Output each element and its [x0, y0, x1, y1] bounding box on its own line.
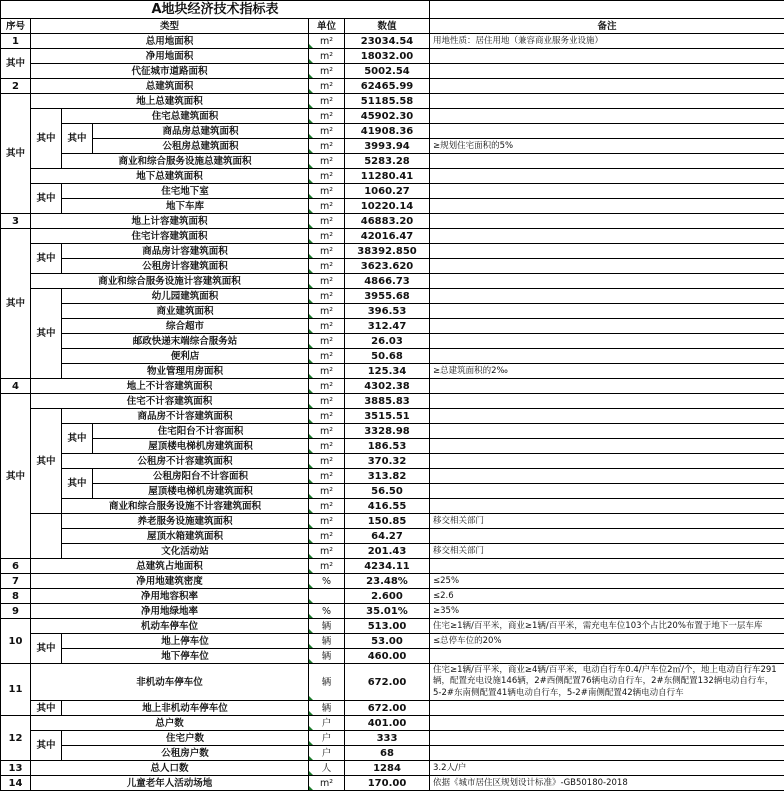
table-row — [1, 49, 784, 64]
row-name: 非机动车停车位 — [31, 664, 309, 701]
table-row — [1, 454, 784, 469]
table-row — [1, 349, 784, 364]
row-unit: m² — [309, 64, 345, 79]
row-note — [430, 124, 784, 139]
row-number: 7 — [1, 574, 31, 589]
table-row — [1, 604, 784, 619]
row-note: 依据《城市居住区规划设计标准》-GB50180-2018 — [430, 776, 784, 791]
table-row — [1, 289, 784, 304]
row-value: 312.47 — [345, 319, 430, 334]
row-name: 地上不计容建筑面积 — [31, 379, 309, 394]
table-row — [1, 154, 784, 169]
row-unit: 辆 — [309, 649, 345, 664]
row-note — [430, 349, 784, 364]
table-row — [1, 484, 784, 499]
row-name: 地上总建筑面积 — [31, 94, 309, 109]
table-row — [1, 139, 784, 154]
row-note: 住宅≥1辆/百平米，商业≥1辆/百平米，需充电车位103个占比20%布置于地下一层车库 — [430, 619, 784, 634]
header-row — [1, 19, 784, 34]
row-value: 313.82 — [345, 469, 430, 484]
row-name: 净用地建筑密度 — [31, 574, 309, 589]
row-unit: m² — [309, 274, 345, 289]
table-row — [1, 64, 784, 79]
row-note: 移交相关部门 — [430, 544, 784, 559]
row-unit: m² — [309, 34, 345, 49]
row-note — [430, 244, 784, 259]
row-value: 53.00 — [345, 634, 430, 649]
row-unit: 户 — [309, 731, 345, 746]
row-name: 公租房户数 — [62, 746, 309, 761]
row-number: 10 — [1, 619, 31, 664]
row-unit: m² — [309, 289, 345, 304]
table-row — [1, 409, 784, 424]
table-row — [1, 761, 784, 776]
row-name: 总人口数 — [31, 761, 309, 776]
col-header-unit: 单位 — [309, 19, 345, 34]
row-unit: 户 — [309, 716, 345, 731]
table-row — [1, 424, 784, 439]
table-row — [1, 244, 784, 259]
row-unit: m² — [309, 109, 345, 124]
table-row — [1, 559, 784, 574]
table-row — [1, 274, 784, 289]
row-value: 416.55 — [345, 499, 430, 514]
row-value: 42016.47 — [345, 229, 430, 244]
row-note: ≤25% — [430, 574, 784, 589]
row-note — [430, 439, 784, 454]
row-note — [430, 716, 784, 731]
row-name: 商业建筑面积 — [62, 304, 309, 319]
table-row — [1, 589, 784, 604]
row-value: 150.85 — [345, 514, 430, 529]
row-unit: m² — [309, 469, 345, 484]
row-name: 住宅地下室 — [62, 184, 309, 199]
row-value: 11280.41 — [345, 169, 430, 184]
row-note — [430, 379, 784, 394]
group-label: 其中 — [31, 289, 62, 379]
row-unit: m² — [309, 154, 345, 169]
row-unit: m² — [309, 364, 345, 379]
row-note — [430, 559, 784, 574]
row-note: ≥总建筑面积的2‰ — [430, 364, 784, 379]
row-unit: m² — [309, 244, 345, 259]
row-unit: 辆 — [309, 701, 345, 716]
row-value: 64.27 — [345, 529, 430, 544]
row-unit: m² — [309, 424, 345, 439]
table-row — [1, 499, 784, 514]
row-unit: m² — [309, 184, 345, 199]
row-name: 屋顶水箱建筑面积 — [62, 529, 309, 544]
row-value: 10220.14 — [345, 199, 430, 214]
row-note — [430, 394, 784, 409]
table-row — [1, 364, 784, 379]
row-note — [430, 731, 784, 746]
row-value: 62465.99 — [345, 79, 430, 94]
row-unit: m² — [309, 529, 345, 544]
table-row — [1, 109, 784, 124]
row-value: 401.00 — [345, 716, 430, 731]
row-name: 住宅阳台不计容面积 — [93, 424, 309, 439]
group-label: 其中 — [31, 701, 62, 716]
row-value: 41908.36 — [345, 124, 430, 139]
row-name: 地上停车位 — [62, 634, 309, 649]
row-name: 商品房计容建筑面积 — [62, 244, 309, 259]
row-name: 商业和综合服务设施总建筑面积 — [62, 154, 309, 169]
row-note — [430, 229, 784, 244]
row-name: 儿童老年人活动场地 — [31, 776, 309, 791]
row-unit: m² — [309, 229, 345, 244]
row-note — [430, 424, 784, 439]
group-label: 其中 — [1, 49, 31, 79]
table-row — [1, 334, 784, 349]
row-number: 3 — [1, 214, 31, 229]
table-row — [1, 439, 784, 454]
row-value: 38392.850 — [345, 244, 430, 259]
table-row — [1, 776, 784, 791]
row-unit: m² — [309, 394, 345, 409]
row-note — [430, 79, 784, 94]
group-label: 其中 — [31, 184, 62, 214]
row-value: 18032.00 — [345, 49, 430, 64]
row-value: 1284 — [345, 761, 430, 776]
row-unit: m² — [309, 334, 345, 349]
row-note: ≥规划住宅面积的5% — [430, 139, 784, 154]
row-note — [430, 529, 784, 544]
row-name: 机动车停车位 — [31, 619, 309, 634]
row-value: 3328.98 — [345, 424, 430, 439]
table-row — [1, 304, 784, 319]
row-note: ≤总停车位的20% — [430, 634, 784, 649]
row-name: 综合超市 — [62, 319, 309, 334]
row-value: 23034.54 — [345, 34, 430, 49]
row-unit: m² — [309, 776, 345, 791]
table-row — [1, 574, 784, 589]
row-value: 3993.94 — [345, 139, 430, 154]
row-value: 396.53 — [345, 304, 430, 319]
row-unit: m² — [309, 214, 345, 229]
group-label: 其中 — [31, 244, 62, 274]
table-row — [1, 319, 784, 334]
row-name: 地上非机动车停车位 — [62, 701, 309, 716]
row-unit: % — [309, 604, 345, 619]
table-row — [1, 169, 784, 184]
row-note: ≥35% — [430, 604, 784, 619]
row-value: 23.48% — [345, 574, 430, 589]
row-value: 4302.38 — [345, 379, 430, 394]
row-number: 6 — [1, 559, 31, 574]
row-name: 总建筑占地面积 — [31, 559, 309, 574]
table-row — [1, 229, 784, 244]
row-note — [430, 109, 784, 124]
row-value: 45902.30 — [345, 109, 430, 124]
row-unit: m² — [309, 409, 345, 424]
row-name: 净用地容积率 — [31, 589, 309, 604]
row-note — [430, 454, 784, 469]
row-note — [430, 469, 784, 484]
table-row — [1, 716, 784, 731]
row-name: 便利店 — [62, 349, 309, 364]
row-value: 46883.20 — [345, 214, 430, 229]
row-value: 3515.51 — [345, 409, 430, 424]
table-row — [1, 634, 784, 649]
row-name: 总用地面积 — [31, 34, 309, 49]
row-unit: 辆 — [309, 619, 345, 634]
group-label: 其中 — [31, 634, 62, 664]
row-number: 2 — [1, 79, 31, 94]
table-row — [1, 199, 784, 214]
table-row — [1, 124, 784, 139]
row-unit: m² — [309, 94, 345, 109]
row-value: 513.00 — [345, 619, 430, 634]
table-row — [1, 394, 784, 409]
row-value: 201.43 — [345, 544, 430, 559]
row-value: 5002.54 — [345, 64, 430, 79]
row-note: 住宅≥1辆/百平米，商业≥4辆/百平米，电动自行车0.4/户车位2㎡/个，地上电动自行车291辆，配置充电设施146辆，2#西侧配置76辆电动自行车，2#东侧配置132辆电动自行车，5-2#东南侧配置41辆电动自行车，5-2#南侧配置42辆电动自行车 — [430, 664, 784, 701]
row-name: 总建筑面积 — [31, 79, 309, 94]
group-label: 其中 — [31, 731, 62, 761]
row-note — [430, 334, 784, 349]
row-value: 170.00 — [345, 776, 430, 791]
row-value: 35.01% — [345, 604, 430, 619]
row-number: 9 — [1, 604, 31, 619]
table-row — [1, 529, 784, 544]
table-row — [1, 619, 784, 634]
group-label: 其中 — [1, 229, 31, 379]
row-name: 商品房总建筑面积 — [93, 124, 309, 139]
col-header-value: 数值 — [345, 19, 430, 34]
row-name: 地下停车位 — [62, 649, 309, 664]
table-row — [1, 746, 784, 761]
row-note — [430, 274, 784, 289]
row-name: 公租房阳台不计容面积 — [93, 469, 309, 484]
row-unit: 辆 — [309, 634, 345, 649]
row-value: 51185.58 — [345, 94, 430, 109]
row-unit: m² — [309, 124, 345, 139]
row-unit: % — [309, 574, 345, 589]
row-value: 68 — [345, 746, 430, 761]
row-value: 1060.27 — [345, 184, 430, 199]
row-value: 3955.68 — [345, 289, 430, 304]
row-value: 370.32 — [345, 454, 430, 469]
table-row — [1, 701, 784, 716]
row-value: 56.50 — [345, 484, 430, 499]
row-number: 14 — [1, 776, 31, 791]
row-unit: m² — [309, 514, 345, 529]
row-name: 住宅计容建筑面积 — [31, 229, 309, 244]
row-unit: m² — [309, 544, 345, 559]
row-number: 4 — [1, 379, 31, 394]
group-label: 其中 — [62, 424, 93, 454]
group-label: 其中 — [1, 394, 31, 559]
row-note — [430, 319, 784, 334]
row-unit: m² — [309, 499, 345, 514]
table-row — [1, 79, 784, 94]
row-unit: m² — [309, 259, 345, 274]
row-number: 12 — [1, 716, 31, 761]
row-note: 3.2人/户 — [430, 761, 784, 776]
row-name: 公租房总建筑面积 — [93, 139, 309, 154]
row-unit: m² — [309, 439, 345, 454]
row-note — [430, 154, 784, 169]
row-name: 屋顶楼电梯机房建筑面积 — [93, 484, 309, 499]
group-label: 其中 — [1, 94, 31, 214]
row-name: 代征城市道路面积 — [31, 64, 309, 79]
row-note — [430, 169, 784, 184]
row-note — [430, 499, 784, 514]
row-value: 333 — [345, 731, 430, 746]
group-label: 其中 — [62, 469, 93, 499]
table-row — [1, 731, 784, 746]
row-note — [430, 94, 784, 109]
row-name: 净用地面积 — [31, 49, 309, 64]
col-header-note: 备注 — [430, 19, 784, 34]
row-name: 商业和综合服务设施不计容建筑面积 — [62, 499, 309, 514]
row-value: 125.34 — [345, 364, 430, 379]
table-row — [1, 259, 784, 274]
row-note — [430, 746, 784, 761]
row-name: 公租房计容建筑面积 — [62, 259, 309, 274]
row-value: 3885.83 — [345, 394, 430, 409]
group-label: 其中 — [31, 409, 62, 514]
row-name: 商业和综合服务设施计容建筑面积 — [31, 274, 309, 289]
row-unit: m² — [309, 349, 345, 364]
row-unit: m² — [309, 379, 345, 394]
col-header-no: 序号 — [1, 19, 31, 34]
table-row — [1, 214, 784, 229]
group-label: 其中 — [62, 124, 93, 154]
row-number: 1 — [1, 34, 31, 49]
row-name: 住宅总建筑面积 — [62, 109, 309, 124]
row-note — [430, 304, 784, 319]
row-value: 4866.73 — [345, 274, 430, 289]
row-value: 672.00 — [345, 701, 430, 716]
table-row — [1, 664, 784, 701]
table-row — [1, 34, 784, 49]
table-title: A地块经济技术指标表 — [1, 1, 430, 19]
row-name: 住宅户数 — [62, 731, 309, 746]
row-value: 2.600 — [345, 589, 430, 604]
row-number: 8 — [1, 589, 31, 604]
table-row — [1, 649, 784, 664]
row-note — [430, 484, 784, 499]
table-row — [1, 469, 784, 484]
row-name: 公租房不计容建筑面积 — [62, 454, 309, 469]
table-row — [1, 544, 784, 559]
row-name: 邮政快递末端综合服务站 — [62, 334, 309, 349]
row-name: 净用地绿地率 — [31, 604, 309, 619]
table-row — [1, 379, 784, 394]
row-name: 物业管理用房面积 — [62, 364, 309, 379]
row-unit — [309, 589, 345, 604]
row-name: 养老服务设施建筑面积 — [62, 514, 309, 529]
row-note: 用地性质：居住用地（兼容商业服务业设施） — [430, 34, 784, 49]
row-value: 4234.11 — [345, 559, 430, 574]
row-unit: m² — [309, 49, 345, 64]
row-name: 屋顶楼电梯机房建筑面积 — [93, 439, 309, 454]
row-name: 地下车库 — [62, 199, 309, 214]
row-value: 50.68 — [345, 349, 430, 364]
row-unit: 户 — [309, 746, 345, 761]
row-note — [430, 409, 784, 424]
row-note — [430, 289, 784, 304]
row-name: 幼儿园建筑面积 — [62, 289, 309, 304]
row-note — [430, 259, 784, 274]
row-number: 11 — [1, 664, 31, 716]
row-value: 3623.620 — [345, 259, 430, 274]
row-note — [430, 199, 784, 214]
row-unit: m² — [309, 139, 345, 154]
group-label: 其中 — [31, 109, 62, 169]
row-name: 住宅不计容建筑面积 — [31, 394, 309, 409]
row-unit: m² — [309, 454, 345, 469]
row-unit: m² — [309, 559, 345, 574]
col-header-type: 类型 — [31, 19, 309, 34]
row-note — [430, 184, 784, 199]
row-value: 5283.28 — [345, 154, 430, 169]
row-name: 地下总建筑面积 — [31, 169, 309, 184]
row-unit: 人 — [309, 761, 345, 776]
row-name: 地上计容建筑面积 — [31, 214, 309, 229]
row-note: ≤2.6 — [430, 589, 784, 604]
table-row — [1, 94, 784, 109]
row-unit: m² — [309, 79, 345, 94]
row-note — [430, 214, 784, 229]
table-row — [1, 184, 784, 199]
row-value: 186.53 — [345, 439, 430, 454]
row-name: 文化活动站 — [62, 544, 309, 559]
row-note — [430, 64, 784, 79]
row-unit: m² — [309, 199, 345, 214]
row-name: 商品房不计容建筑面积 — [62, 409, 309, 424]
row-note — [430, 649, 784, 664]
row-number: 13 — [1, 761, 31, 776]
row-value: 26.03 — [345, 334, 430, 349]
row-unit: m² — [309, 484, 345, 499]
table-row — [1, 514, 784, 529]
row-note — [430, 49, 784, 64]
row-unit: m² — [309, 304, 345, 319]
row-unit: 辆 — [309, 664, 345, 701]
row-unit: m² — [309, 169, 345, 184]
row-unit: m² — [309, 319, 345, 334]
row-name: 总户数 — [31, 716, 309, 731]
row-value: 460.00 — [345, 649, 430, 664]
row-value: 672.00 — [345, 664, 430, 701]
row-note — [430, 701, 784, 716]
row-note: 移交相关部门 — [430, 514, 784, 529]
